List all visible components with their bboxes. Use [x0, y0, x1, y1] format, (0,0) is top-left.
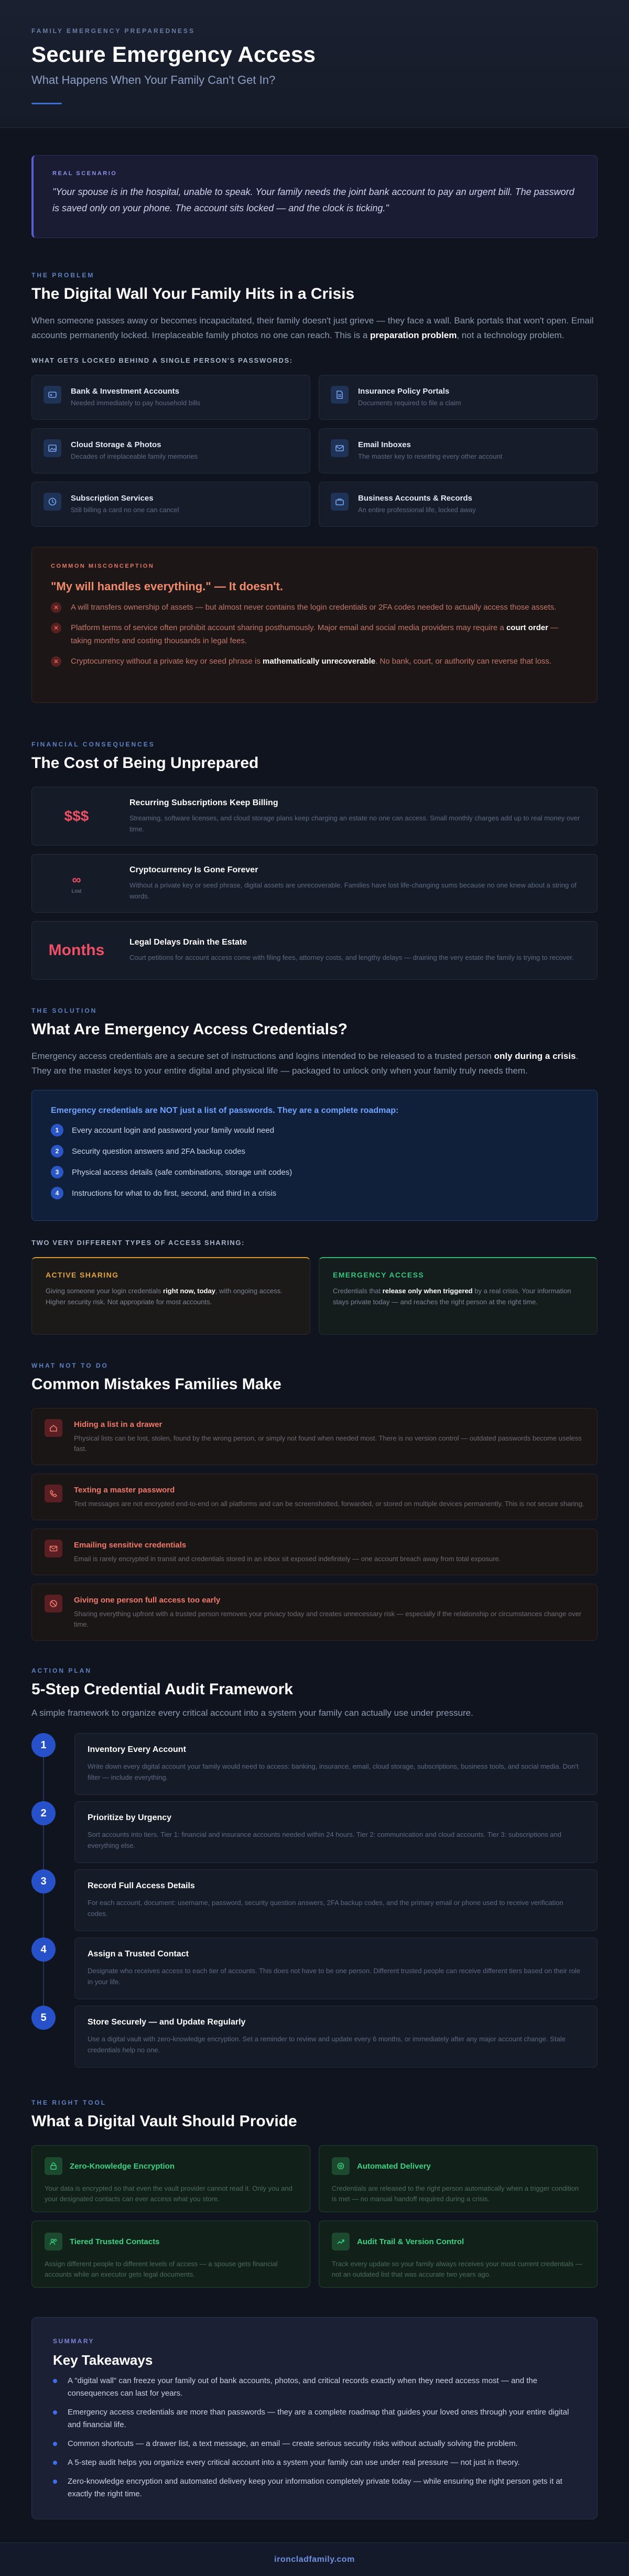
- account-card: [31, 428, 310, 473]
- emergency-access-card: [319, 1257, 598, 1335]
- account-grid: [31, 375, 598, 527]
- step-number: 1: [31, 1733, 56, 1757]
- vault-eyebrow: THE RIGHT TOOL: [31, 2099, 107, 2106]
- problem-lead: When someone passes away or becomes incapacitated, their family doesn't just grieve — they face a wall. Bank portals that won't open. Email accounts permanently locked. Irreplaceable family photos no one can reach. This is a preparation problem, not a technology problem.: [31, 316, 594, 340]
- mistake-title: Texting a master password: [74, 1486, 175, 1495]
- cost-title: Recurring Subscriptions Keep Billing: [129, 798, 278, 807]
- mistake-title: Emailing sensitive credentials: [74, 1541, 187, 1550]
- account-title: Business Accounts & Records: [358, 494, 472, 503]
- step-desc: Designate who receives access to each tier of accounts. This does not have to be one person. Different trusted people can receive different tiers based on their role in your life.: [88, 1967, 581, 1986]
- types-heading: TWO VERY DIFFERENT TYPES OF ACCESS SHARING:: [31, 1239, 245, 1247]
- step-item: [31, 1733, 598, 1795]
- account-card: [31, 482, 310, 527]
- locked-heading: WHAT GETS LOCKED BEHIND A SINGLE PERSON'S PASSWORDS:: [31, 356, 293, 364]
- active-sharing-label: ACTIVE SHARING: [46, 1271, 119, 1279]
- step-title: Inventory Every Account: [88, 1745, 186, 1754]
- step-title: Prioritize by Urgency: [88, 1813, 172, 1822]
- mail-icon: [45, 1540, 62, 1557]
- costs-eyebrow: FINANCIAL CONSEQUENCES: [31, 741, 155, 748]
- mistake-card: [31, 1529, 598, 1575]
- roadmap-panel: [31, 1090, 598, 1221]
- cost-card: [31, 921, 598, 980]
- cost-title: Legal Delays Drain the Estate: [129, 938, 247, 947]
- takeaway-item: Zero-knowledge encryption and automated delivery keep your information completely private today — while ensuring the right person gets it at exactly the right time.: [53, 2475, 576, 2501]
- block-icon: [45, 1595, 62, 1612]
- phone-icon: [45, 1485, 62, 1502]
- cost-desc: Without a private key or seed phrase, digital assets are unrecoverable. Families have lost life-changing sums because no one knew about a string of words.: [129, 881, 577, 900]
- mistake-card: [31, 1408, 598, 1465]
- solution-title: What Are Emergency Access Credentials?: [31, 1021, 348, 1038]
- step-number: 3: [31, 1869, 56, 1893]
- step-desc: Sort accounts into tiers. Tier 1: financial and insurance accounts needed within 24 hours. Tier 2: communication and cloud accounts. Tier 3: subscriptions and everything else.: [88, 1831, 562, 1849]
- summary-panel: [31, 2317, 598, 2519]
- cost-stat: Months: [48, 941, 105, 959]
- action-plan-section: [31, 1667, 598, 2068]
- vault-card-desc: Track every update so your family always receives your most current credentials — not an outdated list that was accurate two years ago.: [332, 2260, 582, 2278]
- users-icon: [45, 2233, 62, 2250]
- mistake-card: [31, 1584, 598, 1641]
- scenario-quote: "Your spouse is in the hospital, unable to speak. Your family needs the joint bank account to pay an urgent bill. The password is saved only on your phone. The account sits locked — and the clock is ticking.": [52, 187, 574, 213]
- solution-lead: Emergency access credentials are a secure set of instructions and logins intended to be released to a trusted person only during a crisis. They are the master keys to your entire digital and physical life — packaged to unlock only when your family truly needs them.: [31, 1051, 579, 1076]
- misconception-headline: "My will handles everything." — It doesn't.: [51, 580, 283, 593]
- header-eyebrow: FAMILY EMERGENCY PREPAREDNESS: [31, 27, 195, 35]
- step-item: [31, 1869, 598, 1931]
- cost-card: [31, 854, 598, 913]
- account-card: [319, 375, 598, 420]
- roadmap-heading: Emergency credentials are NOT just a list of passwords. They are a complete roadmap:: [51, 1106, 399, 1115]
- page-subtitle: What Happens When Your Family Can't Get In?: [31, 73, 276, 86]
- account-title: Email Inboxes: [358, 440, 411, 449]
- cost-stat: $$$: [64, 808, 89, 824]
- bullet-icon: [53, 2442, 57, 2446]
- problem-section: [31, 272, 598, 527]
- account-desc: The master key to resetting every other account: [358, 452, 503, 460]
- step-title: Store Securely — and Update Regularly: [88, 2018, 246, 2027]
- roadmap-item: 1 Every account login and password your family would need: [51, 1124, 578, 1137]
- emergency-access-label: EMERGENCY ACCESS: [333, 1271, 425, 1279]
- x-icon: ✕: [51, 623, 61, 633]
- lock-icon: [45, 2157, 62, 2175]
- vault-title: What a Digital Vault Should Provide: [31, 2113, 297, 2130]
- costs-title: The Cost of Being Unprepared: [31, 754, 259, 772]
- account-card: [319, 428, 598, 473]
- scenario-callout: [31, 155, 598, 238]
- document-icon: [331, 386, 349, 404]
- mistakes-title: Common Mistakes Families Make: [31, 1376, 281, 1393]
- bullet-icon: [53, 2410, 57, 2415]
- account-title: Subscription Services: [71, 494, 154, 503]
- summary-label: SUMMARY: [53, 2337, 95, 2345]
- bullet-icon: [53, 2379, 57, 2383]
- mistake-title: Giving one person full access too early: [74, 1596, 221, 1605]
- step-item: [31, 2006, 598, 2068]
- briefcase-icon: [331, 493, 349, 511]
- vault-card-title: Automated Delivery: [357, 2161, 431, 2171]
- misconception-point: ✕ Cryptocurrency without a private key or seed phrase is mathematically unrecoverable. No bank, court, or authority can reverse that loss.: [51, 655, 578, 668]
- step-desc: Use a digital vault with zero-knowledge encryption. Set a reminder to review and update every 6 months, or immediately after any major account change. Stale credentials help no one.: [88, 2035, 566, 2054]
- misconception-callout: [31, 547, 598, 703]
- misconception-point: ✕ Platform terms of service often prohibit account sharing posthumously. Major email and social media providers may require a court order — taking months and costing thousands in legal fees.: [51, 621, 578, 647]
- vault-card-title: Audit Trail & Version Control: [357, 2237, 464, 2246]
- step-title: Assign a Trusted Contact: [88, 1950, 189, 1958]
- step-item: [31, 1801, 598, 1863]
- page-header: [0, 0, 629, 128]
- roadmap-item: 4 Instructions for what to do first, second, and third in a crisis: [51, 1187, 578, 1199]
- active-sharing-card: [31, 1257, 310, 1335]
- vault-card: [319, 2221, 598, 2288]
- page-title: Secure Emergency Access: [31, 42, 316, 67]
- vault-card: [319, 2145, 598, 2212]
- page-footer: [0, 2542, 629, 2576]
- vault-card-desc: Assign different people to different levels of access — a spouse gets financial accounts while an executor gets legal documents.: [45, 2260, 278, 2278]
- step-number: 4: [31, 1938, 56, 1962]
- account-desc: Decades of irreplaceable family memories: [71, 452, 198, 460]
- mistake-desc: Sharing everything upfront with a trusted person removes your privacy today and creates unnecessary risk — especially if the relationship or circumstances change over time.: [74, 1610, 582, 1628]
- step-item: [31, 1938, 598, 1999]
- problem-title: The Digital Wall Your Family Hits in a Crisis: [31, 285, 355, 302]
- solution-eyebrow: THE SOLUTION: [31, 1007, 97, 1014]
- roadmap-item: 3 Physical access details (safe combinations, storage unit codes): [51, 1166, 578, 1178]
- footer-site-link[interactable]: ironcladfamily.com: [274, 2555, 355, 2564]
- vault-section: [31, 2099, 598, 2288]
- bullet-icon: [53, 2480, 57, 2484]
- misconception-label: COMMON MISCONCEPTION: [51, 563, 155, 569]
- account-desc: Still billing a card no one can cancel: [71, 506, 179, 514]
- account-desc: Documents required to file a claim: [358, 399, 461, 407]
- mistakes-eyebrow: WHAT NOT TO DO: [31, 1362, 109, 1369]
- mistake-card: [31, 1474, 598, 1520]
- costs-section: [31, 741, 598, 980]
- step-number: 5: [31, 2006, 56, 2030]
- account-desc: An entire professional life, locked away: [358, 506, 476, 514]
- access-types: [31, 1257, 598, 1335]
- x-icon: ✕: [51, 602, 61, 613]
- cost-card: [31, 787, 598, 846]
- mistake-title: Hiding a list in a drawer: [74, 1420, 162, 1429]
- vault-card: [31, 2221, 310, 2288]
- cost-title: Cryptocurrency Is Gone Forever: [129, 865, 258, 874]
- home-icon: [45, 1419, 62, 1437]
- account-title: Insurance Policy Portals: [358, 387, 450, 396]
- misconception-point: ✕ A will transfers ownership of assets — but almost never contains the login credentials or 2FA codes needed to actually access those assets.: [51, 601, 578, 614]
- mistake-desc: Text messages are not encrypted end-to-end on all platforms and can be screenshotted, forwarded, or stored on multiple devices permanently. This is not secure sharing.: [74, 1500, 584, 1508]
- bullet-icon: [53, 2461, 57, 2465]
- vault-card-title: Tiered Trusted Contacts: [70, 2237, 160, 2246]
- account-title: Bank & Investment Accounts: [71, 387, 179, 396]
- active-sharing-desc: Giving someone your login credentials right now, today, with ongoing access. Higher security risk. Not appropriate for most accounts.: [46, 1287, 283, 1306]
- mistake-desc: Email is rarely encrypted in transit and credentials stored in an inbox sit exposed indefinitely — one account breach away from total exposure.: [74, 1555, 501, 1563]
- vault-card-desc: Credentials are released to the right person automatically when a trigger condition is met — no manual handoff required during a crisis.: [332, 2184, 579, 2203]
- account-desc: Needed immediately to pay household bills: [71, 399, 201, 407]
- image-icon: [44, 439, 61, 457]
- roadmap-item: 2 Security question answers and 2FA backup codes: [51, 1145, 578, 1157]
- plan-eyebrow: ACTION PLAN: [31, 1667, 92, 1674]
- account-card: [31, 375, 310, 420]
- accent-divider: [31, 103, 62, 104]
- bank-icon: [44, 386, 61, 404]
- gear-icon: [332, 2157, 350, 2175]
- step-number: 2: [31, 1801, 56, 1825]
- clock-icon: [44, 493, 61, 511]
- trend-icon: [332, 2233, 350, 2250]
- problem-eyebrow: THE PROBLEM: [31, 272, 95, 279]
- infinity-icon: ∞: [72, 872, 81, 887]
- plan-lead: A simple framework to organize every critical account into a system your family can actually use under pressure.: [31, 1708, 473, 1718]
- mistake-desc: Physical lists can be lost, stolen, found by the wrong person, or simply not found when needed most. There is no version control — outdated passwords become useless fast.: [74, 1434, 582, 1453]
- cost-stat-sub: Lost: [71, 888, 82, 894]
- mistakes-section: [31, 1362, 598, 1641]
- x-icon: ✕: [51, 656, 61, 667]
- account-card: [319, 482, 598, 527]
- step-title: Record Full Access Details: [88, 1881, 195, 1890]
- account-title: Cloud Storage & Photos: [71, 440, 161, 449]
- vault-card: [31, 2145, 310, 2212]
- cost-desc: Court petitions for account access come with filing fees, attorney costs, and lengthy delays — draining the very estate the family is trying to recover.: [129, 954, 574, 961]
- vault-card-desc: Your data is encrypted so that even the vault provider cannot read it. Only you and your designated contacts can ever access what you store.: [45, 2184, 292, 2203]
- plan-title: 5-Step Credential Audit Framework: [31, 1681, 293, 1698]
- takeaway-item: Emergency access credentials are more than passwords — they are a complete roadmap that guides your loved ones through your entire digital and financial life.: [53, 2406, 576, 2431]
- vault-card-title: Zero-Knowledge Encryption: [70, 2161, 175, 2171]
- scenario-label: REAL SCENARIO: [52, 170, 117, 177]
- vault-grid: [31, 2145, 598, 2288]
- step-desc: Write down every digital account your family would need to access: banking, insurance, email, cloud storage, subscriptions, business tools, and social media. Don't filter — include everything.: [88, 1762, 579, 1781]
- takeaway-item: Common shortcuts — a drawer list, a text message, an email — create serious security risks without actually solving the problem.: [53, 2438, 576, 2450]
- takeaway-item: A "digital wall" can freeze your family out of bank accounts, photos, and critical records exactly when they need access most — and the consequences can last for years.: [53, 2375, 576, 2400]
- emergency-access-desc: Credentials that release only when triggered by a real crisis. Your information stays private today — and reaches the right person at the right time.: [333, 1287, 571, 1306]
- solution-section: [31, 1007, 598, 1335]
- mail-icon: [331, 439, 349, 457]
- takeaway-item: A 5-step audit helps you organize every critical account into a system your family can use under real pressure — not just in theory.: [53, 2456, 576, 2469]
- cost-desc: Streaming, software licenses, and cloud storage plans keep charging an estate no one can access. Small monthly charges add up to real money over time.: [129, 814, 580, 833]
- summary-title: Key Takeaways: [53, 2352, 153, 2368]
- step-desc: For each account, document: username, password, security question answers, 2FA backup codes, and the primary email or phone used to receive verification codes.: [88, 1899, 563, 1918]
